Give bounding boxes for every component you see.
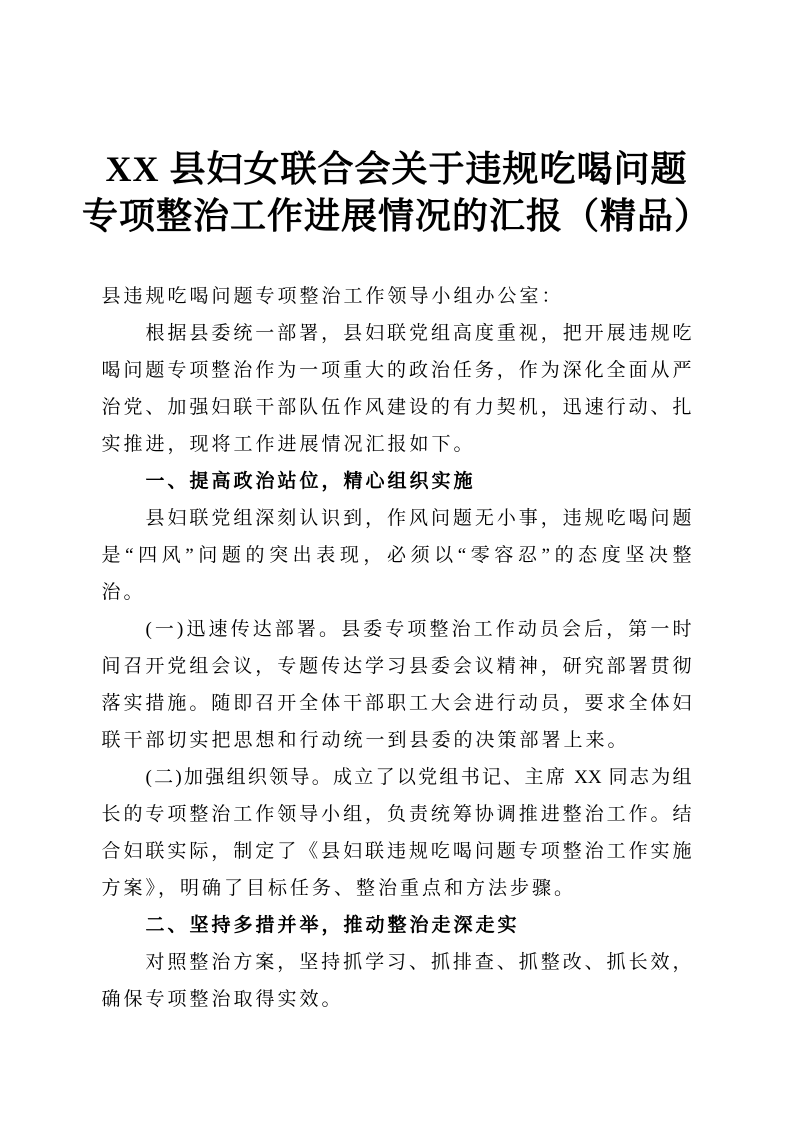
text-line: 落实措施。随即召开全体干部职工大会进行动员，要求全体妇 bbox=[101, 693, 692, 714]
text-line: 县妇联党组深刻认识到，作风问题无小事，违规吃喝问题 bbox=[145, 508, 692, 529]
text-line: 对照整治方案，坚持抓学习、抓排查、抓整改、抓长效， bbox=[145, 952, 692, 973]
text-line: 一、提高政治站位，精心组织实施 bbox=[145, 471, 476, 492]
text-line: 县违规吃喝问题专项整治工作领导小组办公室： bbox=[101, 286, 564, 307]
document-body bbox=[102, 278, 692, 1018]
text-line: 合妇联实际，制定了《县妇联违规吃喝问题专项整治工作实施 bbox=[101, 841, 692, 862]
document-title bbox=[0, 0, 793, 240]
document-title-line-1: XX 县妇女联合会关于违规吃喝问题 bbox=[105, 149, 688, 189]
text-line: 治。 bbox=[101, 582, 146, 603]
text-line: 间召开党组会议，专题传达学习县委会议精神，研究部署贯彻 bbox=[101, 656, 692, 677]
text-line: 根据县委统一部署，县妇联党组高度重视，把开展违规吃 bbox=[145, 323, 692, 344]
text-line: 喝问题专项整治作为一项重大的政治任务，作为深化全面从严 bbox=[101, 360, 692, 381]
text-line: (一)迅速传达部署。县委专项整治工作动员会后，第一时 bbox=[145, 619, 692, 640]
text-line: 方案》，明确了目标任务、整治重点和方法步骤。 bbox=[101, 878, 577, 899]
text-line: (二)加强组织领导。成立了以党组书记、主席 XX 同志为组 bbox=[145, 767, 692, 788]
text-line: 二、坚持多措并举，推动整治走深走实 bbox=[145, 915, 520, 936]
text-line: 联干部切实把思想和行动统一到县委的决策部署上来。 bbox=[101, 730, 630, 751]
text-line: 长的专项整治工作领导小组，负责统筹协调推进整治工作。结 bbox=[101, 804, 692, 825]
text-line: 确保专项整治取得实效。 bbox=[101, 989, 344, 1010]
text-line: 治党、加强妇联干部队伍作风建设的有力契机，迅速行动、扎 bbox=[101, 397, 692, 418]
text-line: 实推进，现将工作进展情况汇报如下。 bbox=[101, 434, 476, 455]
document-title-line-2: 专项整治工作进展情况的汇报（精品） bbox=[81, 196, 711, 236]
text-line: 是“四风”问题的突出表现，必须以“零容忍”的态度坚决整 bbox=[101, 545, 692, 566]
